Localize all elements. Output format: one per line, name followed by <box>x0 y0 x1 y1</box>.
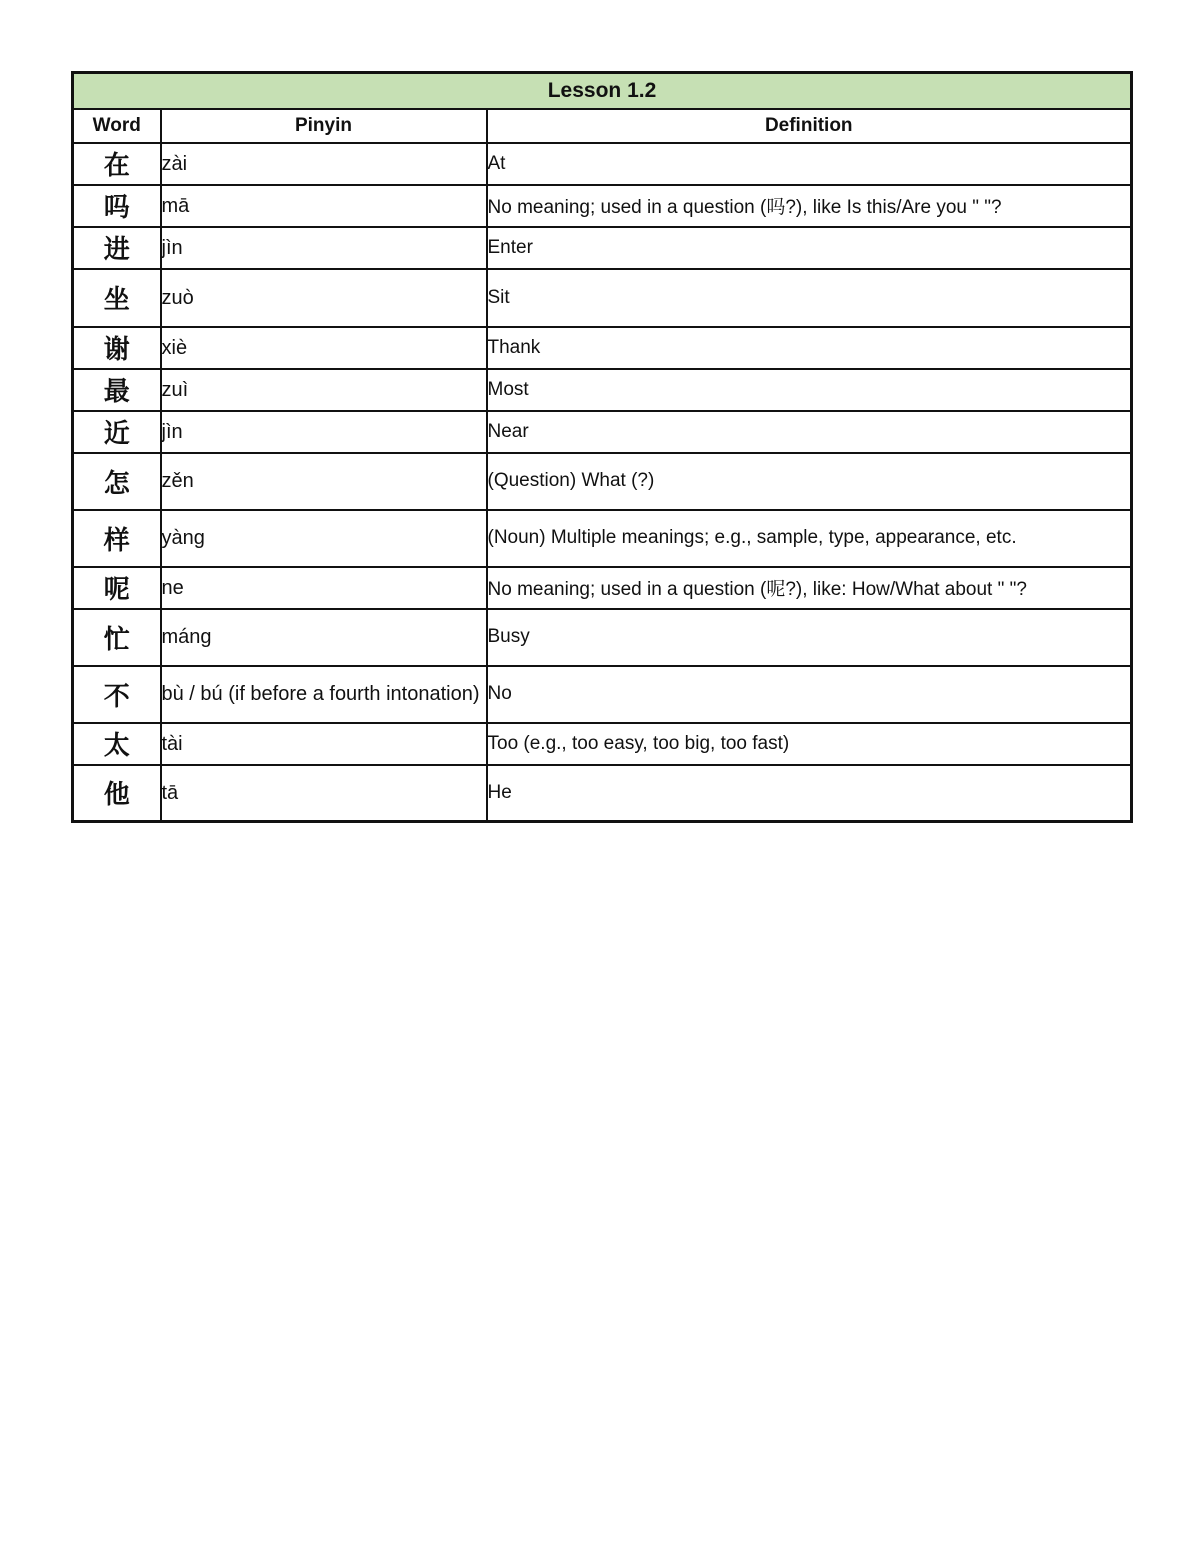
header-word: Word <box>73 109 161 143</box>
word-cell: 近 <box>73 411 161 453</box>
table-row <box>73 227 1132 269</box>
definition-cell: Near <box>487 411 1132 453</box>
word-cell: 太 <box>73 723 161 765</box>
definition-cell: Thank <box>487 327 1132 369</box>
definition-cell: At <box>487 143 1132 185</box>
table-row <box>73 567 1132 609</box>
table-header-row <box>73 109 1132 143</box>
table-row <box>73 510 1132 567</box>
pinyin-cell: zài <box>161 143 487 185</box>
pinyin-cell: xiè <box>161 327 487 369</box>
pinyin-cell: mā <box>161 185 487 227</box>
word-cell: 吗 <box>73 185 161 227</box>
table-row <box>73 609 1132 666</box>
table-row <box>73 269 1132 327</box>
definition-cell: Sit <box>487 269 1132 327</box>
vocabulary-table <box>71 71 1133 823</box>
definition-cell: Enter <box>487 227 1132 269</box>
definition-cell: (Question) What (?) <box>487 453 1132 510</box>
pinyin-cell: máng <box>161 609 487 666</box>
table-row <box>73 666 1132 723</box>
word-cell: 不 <box>73 666 161 723</box>
word-cell: 在 <box>73 143 161 185</box>
table-title: Lesson 1.2 <box>73 73 1132 109</box>
pinyin-cell: tài <box>161 723 487 765</box>
pinyin-cell: zěn <box>161 453 487 510</box>
word-cell: 进 <box>73 227 161 269</box>
pinyin-cell: zuò <box>161 269 487 327</box>
pinyin-cell: yàng <box>161 510 487 567</box>
table-title-row <box>73 73 1132 109</box>
definition-cell: He <box>487 765 1132 822</box>
word-cell: 忙 <box>73 609 161 666</box>
table-row <box>73 185 1132 227</box>
header-pinyin: Pinyin <box>161 109 487 143</box>
pinyin-cell: bù / bú (if before a fourth intonation) <box>161 666 487 723</box>
table-row <box>73 369 1132 411</box>
definition-cell: (Noun) Multiple meanings; e.g., sample, type, appearance, etc. <box>487 510 1132 567</box>
word-cell: 他 <box>73 765 161 822</box>
definition-cell: No meaning; used in a question (呢?), like: How/What about " "? <box>487 567 1132 609</box>
word-cell: 怎 <box>73 453 161 510</box>
definition-cell: Busy <box>487 609 1132 666</box>
table-row <box>73 723 1132 765</box>
pinyin-cell: jìn <box>161 227 487 269</box>
table-row <box>73 765 1132 822</box>
definition-cell: No <box>487 666 1132 723</box>
definition-cell: No meaning; used in a question (吗?), like Is this/Are you " "? <box>487 185 1132 227</box>
word-cell: 样 <box>73 510 161 567</box>
word-cell: 呢 <box>73 567 161 609</box>
table-row <box>73 327 1132 369</box>
definition-cell: Most <box>487 369 1132 411</box>
pinyin-cell: zuì <box>161 369 487 411</box>
header-definition: Definition <box>487 109 1132 143</box>
pinyin-cell: jìn <box>161 411 487 453</box>
table-row <box>73 143 1132 185</box>
word-cell: 坐 <box>73 269 161 327</box>
definition-cell: Too (e.g., too easy, too big, too fast) <box>487 723 1132 765</box>
word-cell: 谢 <box>73 327 161 369</box>
table-row <box>73 453 1132 510</box>
table-row <box>73 411 1132 453</box>
pinyin-cell: tā <box>161 765 487 822</box>
pinyin-cell: ne <box>161 567 487 609</box>
word-cell: 最 <box>73 369 161 411</box>
